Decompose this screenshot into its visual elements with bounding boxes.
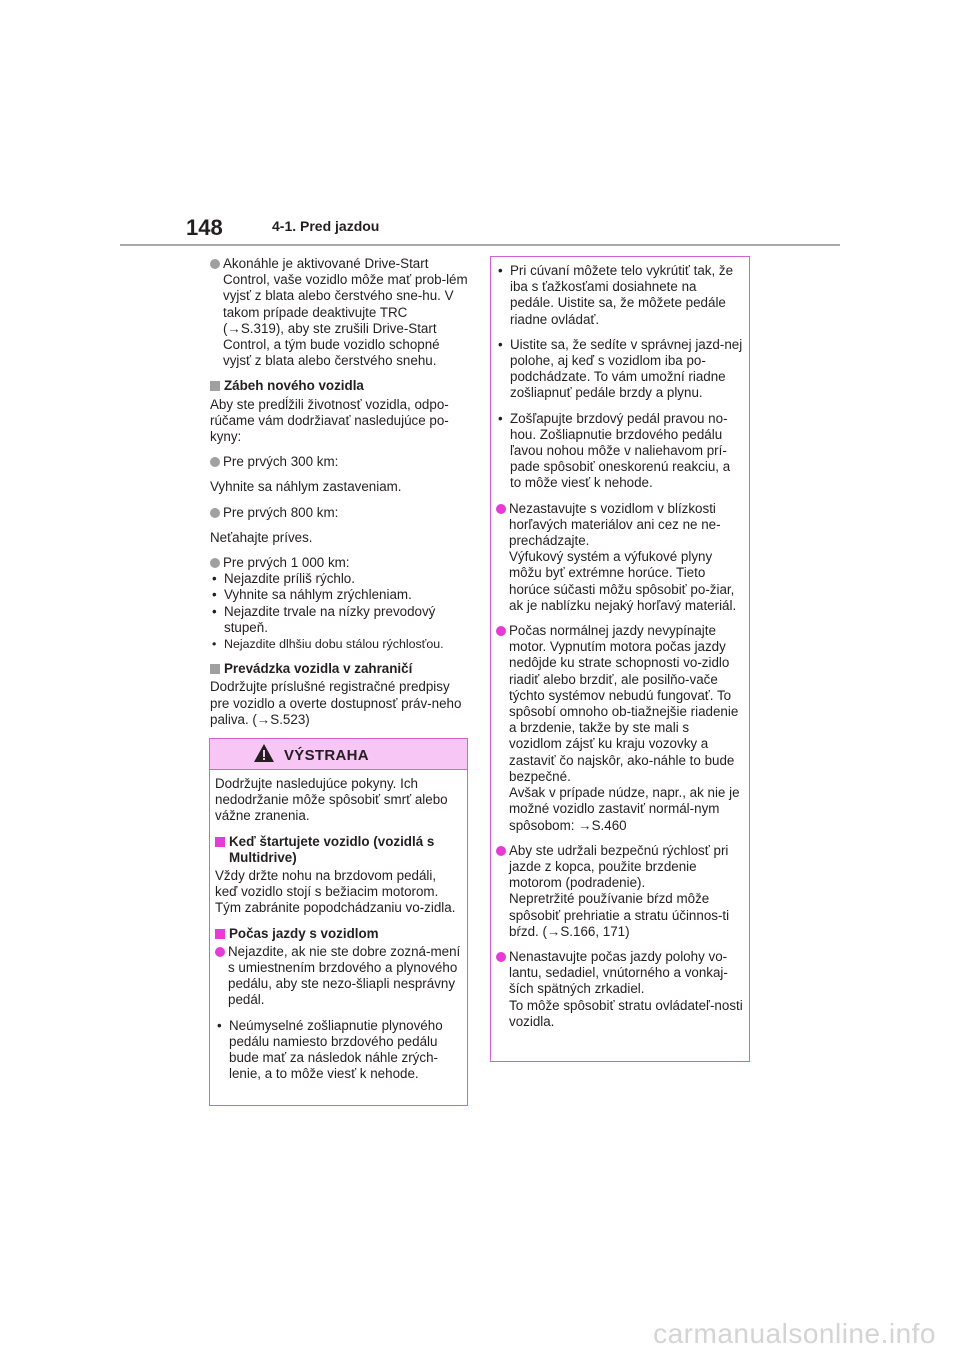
watermark: carmanualsonline.info [653,1318,936,1349]
warning-triangle-icon [253,743,275,763]
bullet-item: Akonáhle je aktivované Drive-Start Control, vaše vozidlo môže mať prob-lém vyjsť z blata alebo čerstvého sne-hu. V takom prípade deaktivujte TRC (→S.319), aby ste zrušili Drive-Start Control, a tým bude vozidlo schopné vyjsť z blata alebo čerstvého snehu. [210,256,468,369]
square-bullet-icon [215,837,225,847]
paragraph: Vždy držte nohu na brzdovom pedáli, keď vozidlo stojí s bežiacim motorom. Tým zabránite popodchádzaniu vo-zidla. [215,868,456,916]
header-rule [120,244,840,246]
sub-item: • Zošľapujte brzdový pedál pravou no-hou. Zošliapnutie brzdového pedálu ľavou nohou môže v naliehavom prí-pade spôsobiť oneskorenú reakciu, a to môže viesť k nehode. [498,410,731,491]
square-bullet-icon [210,664,220,674]
bullet-dot-icon [496,952,506,962]
paragraph: Vyhnite sa náhlym zastaveniam. [210,479,402,495]
warning-body [210,770,467,1082]
bullet-dot-icon [210,508,220,518]
bullet-dot-icon [496,846,506,856]
bullet-dot-icon [496,504,506,514]
sub-item: • Nejazdite príliš rýchlo. [212,571,355,587]
bullet-item: Pre prvých 800 km: [210,505,468,521]
left-column [210,256,468,737]
section-heading: Keď štartujete vozidlo (vozidlá s Multidrive) [215,834,462,866]
square-bullet-icon [210,381,220,391]
section-title: 4-1. Pred jazdou [272,218,380,234]
paragraph: Dodržujte nasledujúce pokyny. Ich nedodržanie môže spôsobiť smrť alebo vážne zranenia. [215,776,448,824]
paragraph: Neťahajte príves. [210,529,313,545]
sub-item: • Pri cúvaní môžete telo vykrútiť tak, že iba s ťažkosťami dosiahnete na pedále. Uistite sa, že môžete pedále riadne ovládať. [498,263,734,327]
sub-item: • Neúmyselné zošliapnutie plynového pedálu namiesto brzdového pedálu bude mať za následok náhle zrých-lenie, a to môže viesť k nehode. [217,1017,443,1082]
sub-item: • Vyhnite sa náhlym zrýchleniam. [212,587,412,603]
sub-item: • Nejazdite dlhšiu dobu stálou rýchlosťou. [212,637,444,652]
warning-title: VÝSTRAHA [284,747,369,764]
bullet-item: Nenastavujte počas jazdy polohy vo-lantu, sedadiel, vnútorného a vonkaj-ších spätných zrkadiel. To môže spôsobiť stratu ovládateľ-nosti vozidla. [496,949,744,1030]
paragraph: Aby ste predĺžili životnosť vozidla, odpo-rúčame vám dodržiavať nasledujúce po-kyny: [210,396,449,445]
bullet-dot-icon [215,947,225,957]
warning-header [210,739,467,770]
bullet-dot-icon [496,626,506,636]
section-heading: Prevádzka vozidla v zahraničí [210,661,468,677]
page-number: 148 [186,215,223,240]
bullet-dot-icon [210,457,220,467]
bullet-item: Nezastavujte s vozidlom v blízkosti horľavých materiálov ani cez ne ne-prechádzajte. Výfukový systém a výfukové plyny môžu byť extrémne horúce. Tieto horúce súčasti môžu spôsobiť po-žiar, ak je nablízku nejaký horľavý materiál. [496,501,744,614]
warning-box [209,738,468,1106]
bullet-item: Aby ste udržali bezpečnú rýchlosť pri jazde z kopca, použite brzdenie motorom (podradenie). Nepretržité používanie bŕzd môže spôsobiť prehriatie a stratu účinnos-ti bŕzd. (→S.166, 171) [496,843,744,940]
bullet-item: Pre prvých 300 km: [210,454,468,470]
square-bullet-icon [215,929,225,939]
sub-item: • Nejazdite trvale na nízky prevodový stupeň. [212,603,436,635]
section-heading: Počas jazdy s vozidlom [215,926,462,942]
bullet-item: Pre prvých 1 000 km: [210,555,468,571]
paragraph: Dodržujte príslušné registračné predpisy pre vozidlo a overte dostupnosť práv-neho paliva. (→S.523) [210,679,462,727]
sub-item: • Uistite sa, že sedíte v správnej jazd-nej polohe, aj keď s vozidlom iba po-podchádzate. To vám umožní riadne zošliapnuť pedále brzdy a plynu. [498,336,743,401]
bullet-dot-icon [210,259,220,269]
warning-continuation-box [490,256,750,1062]
bullet-dot-icon [210,558,220,568]
bullet-item: Počas normálnej jazdy nevypínajte motor. Vypnutím motora počas jazdy nedôjde ku strate schopnosti vo-zidlo riadiť alebo brzdiť, ale posilňo-vače týchto systémov nebudú fungovať. To spôsobí omnoho ob-tiažnejšie riadenie a brzdenie, takže by ste mali s vozidlom zájsť ku kraju vozovky a zastaviť čo najskôr, ako-náhle to bude bezpečné. Avšak v prípade núdze, napr., ak nie je možné vozidlo zastaviť normál-nym spôsobom: →S.460 [496,623,744,834]
bullet-item: Nejazdite, ak nie ste dobre zozná-mení s umiestnením brzdového a plynového pedálu, aby ste nezo-šliapli nesprávny pedál. [215,944,462,1009]
section-heading: Zábeh nového vozidla [210,378,468,394]
